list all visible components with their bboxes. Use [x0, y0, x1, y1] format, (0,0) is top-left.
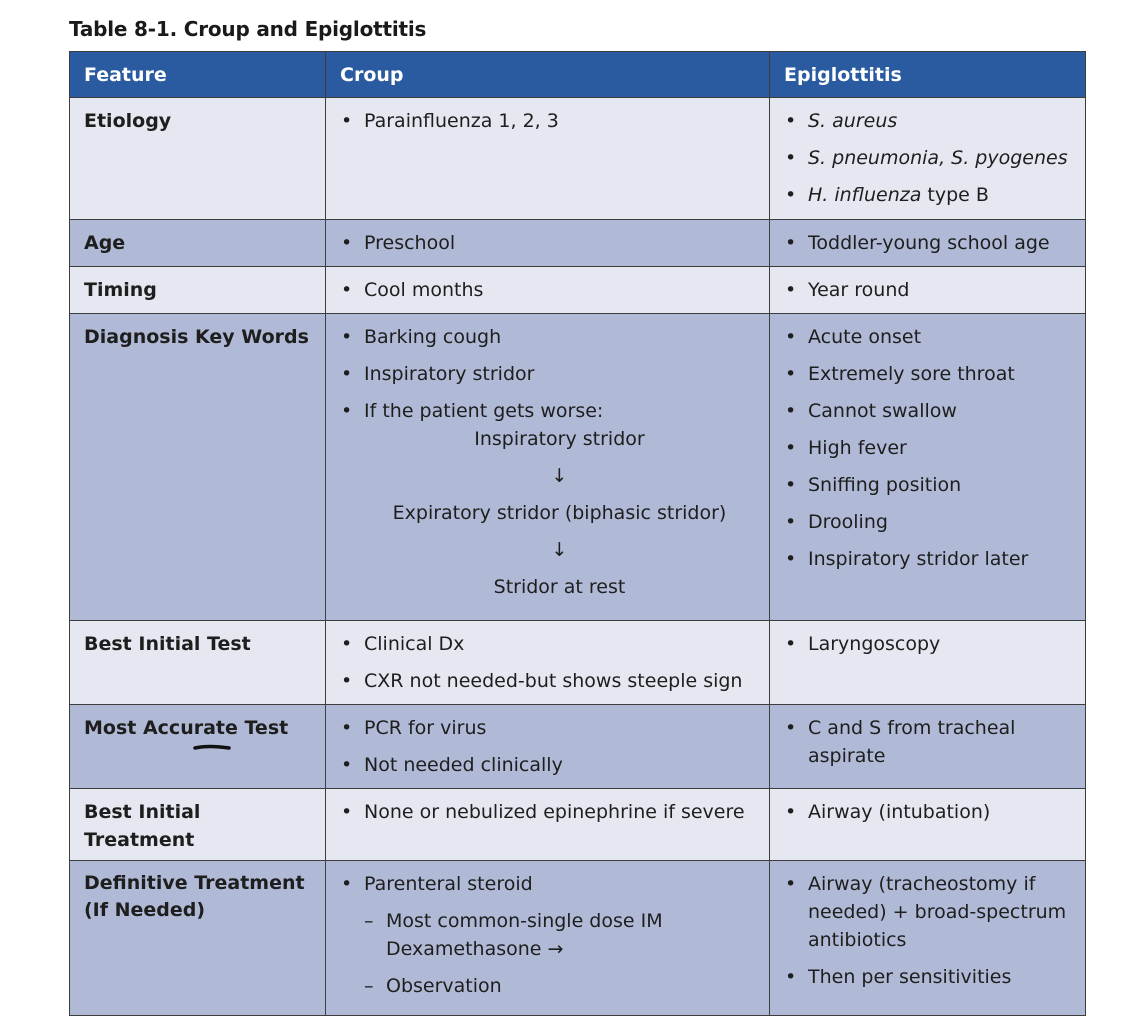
list-item: • Inspiratory stridor later: [784, 545, 1071, 573]
epiglottitis-cell: [770, 220, 1086, 267]
sub-list-item: – Most common-single dose IM Dexamethasone →: [340, 907, 755, 963]
croup-cell: [326, 861, 770, 1016]
croup-cell: [326, 267, 770, 314]
bullet-icon: •: [785, 873, 797, 895]
list-item: • S. aureus: [784, 107, 1071, 135]
feature-cell: Timing: [70, 267, 326, 314]
list-item: • S. pneumonia, S. pyogenes: [784, 144, 1071, 172]
progression-step: Inspiratory stridor: [474, 428, 645, 450]
table-row-diagnosis: [70, 314, 1086, 621]
bullet-icon: •: [785, 326, 797, 348]
epiglottitis-cell: [770, 314, 1086, 621]
list-item: • Not needed clinically: [340, 751, 755, 779]
table-row-best-initial-test: [70, 621, 1086, 705]
feature-cell: Definitive Treatment (If Needed): [70, 861, 326, 1016]
down-arrow-icon: ↓: [551, 539, 568, 561]
list-item: • CXR not needed-but shows steeple sign: [340, 667, 755, 695]
feature-cell: Best Initial Test: [70, 621, 326, 705]
list-item: • PCR for virus: [340, 714, 755, 742]
bullet-icon: •: [341, 633, 353, 655]
feature-cell: Best Initial Treatment: [70, 789, 326, 861]
bullet-icon: •: [785, 966, 797, 988]
bullet-icon: •: [785, 633, 797, 655]
bullet-icon: •: [785, 511, 797, 533]
bullet-icon: •: [785, 279, 797, 301]
bullet-icon: •: [341, 279, 353, 301]
list-item: • Clinical Dx: [340, 630, 755, 658]
list-item: • C and S from tracheal aspirate: [784, 714, 1071, 770]
list-item: • Cool months: [340, 276, 755, 304]
list-item: • Then per sensitivities: [784, 963, 1071, 991]
croup-cell: [326, 220, 770, 267]
header-croup: Croup: [326, 52, 770, 98]
epiglottitis-cell: [770, 267, 1086, 314]
list-item: • Acute onset: [784, 323, 1071, 351]
croup-cell: [326, 98, 770, 220]
comparison-table: [69, 51, 1086, 1016]
epiglottitis-cell: [770, 861, 1086, 1016]
table-row-etiology: [70, 98, 1086, 220]
list-item: • Airway (intubation): [784, 798, 1071, 826]
sub-list-item: – Observation: [340, 972, 755, 1000]
bullet-icon: •: [785, 548, 797, 570]
bullet-icon: •: [341, 873, 353, 895]
epiglottitis-cell: [770, 98, 1086, 220]
bullet-icon: •: [341, 717, 353, 739]
epiglottitis-cell: [770, 621, 1086, 705]
croup-cell: [326, 621, 770, 705]
epiglottitis-cell: [770, 789, 1086, 861]
bullet-icon: •: [785, 801, 797, 823]
bullet-icon: •: [341, 670, 353, 692]
feature-cell: Diagnosis Key Words: [70, 314, 326, 621]
bullet-icon: •: [785, 184, 797, 206]
list-item: • Cannot swallow: [784, 397, 1071, 425]
croup-cell: [326, 705, 770, 789]
list-item: • H. influenza type B: [784, 181, 1071, 209]
feature-cell: Age: [70, 220, 326, 267]
epiglottitis-cell: [770, 705, 1086, 789]
bullet-icon: •: [341, 363, 353, 385]
list-item: • Airway (tracheostomy if needed) + broad-spectrum antibiotics: [784, 870, 1071, 954]
table-row-age: [70, 220, 1086, 267]
list-item: • Drooling: [784, 508, 1071, 536]
croup-cell: [326, 789, 770, 861]
progression-step: Stridor at rest: [493, 576, 626, 598]
list-item: • Parenteral steroid: [340, 870, 755, 898]
dash-icon: –: [364, 975, 374, 997]
header-feature: Feature: [70, 52, 326, 98]
list-item: • High fever: [784, 434, 1071, 462]
feature-cell: Etiology: [70, 98, 326, 220]
table-row-definitive-treatment: [70, 861, 1086, 1016]
bullet-icon: •: [341, 801, 353, 823]
bullet-icon: •: [785, 232, 797, 254]
table-caption: Table 8-1. Croup and Epiglottitis: [69, 17, 427, 41]
bullet-icon: •: [785, 474, 797, 496]
list-item: • Parainfluenza 1, 2, 3: [340, 107, 755, 135]
bullet-icon: •: [341, 110, 353, 132]
list-item: • Extremely sore throat: [784, 360, 1071, 388]
bullet-icon: •: [341, 232, 353, 254]
handwritten-mark-icon: [193, 743, 233, 753]
bullet-icon: •: [785, 147, 797, 169]
bullet-icon: •: [785, 400, 797, 422]
bullet-icon: •: [785, 363, 797, 385]
list-item: • Laryngoscopy: [784, 630, 1071, 658]
list-item: • Inspiratory stridor: [340, 360, 755, 388]
header-row: [70, 52, 1086, 98]
list-item: • Preschool: [340, 229, 755, 257]
list-item: • Sniffing position: [784, 471, 1071, 499]
bullet-icon: •: [785, 437, 797, 459]
bullet-icon: •: [341, 754, 353, 776]
table-row-best-initial-treatment: [70, 789, 1086, 861]
table-row-timing: [70, 267, 1086, 314]
progression-step: Expiratory stridor (biphasic stridor): [392, 502, 727, 524]
bullet-icon: •: [341, 326, 353, 348]
bullet-icon: •: [785, 717, 797, 739]
feature-cell: Most Accurate Test: [70, 705, 326, 789]
list-item: • If the patient gets worse:: [340, 397, 755, 425]
list-item: • None or nebulized epinephrine if severe: [340, 798, 755, 826]
list-item: • Year round: [784, 276, 1071, 304]
dash-icon: –: [364, 910, 374, 932]
list-item: • Toddler-young school age: [784, 229, 1071, 257]
down-arrow-icon: ↓: [551, 465, 568, 487]
header-epiglottitis: Epiglottitis: [770, 52, 1086, 98]
bullet-icon: •: [341, 400, 353, 422]
list-item: • Barking cough: [340, 323, 755, 351]
bullet-icon: •: [785, 110, 797, 132]
croup-cell: [326, 314, 770, 621]
